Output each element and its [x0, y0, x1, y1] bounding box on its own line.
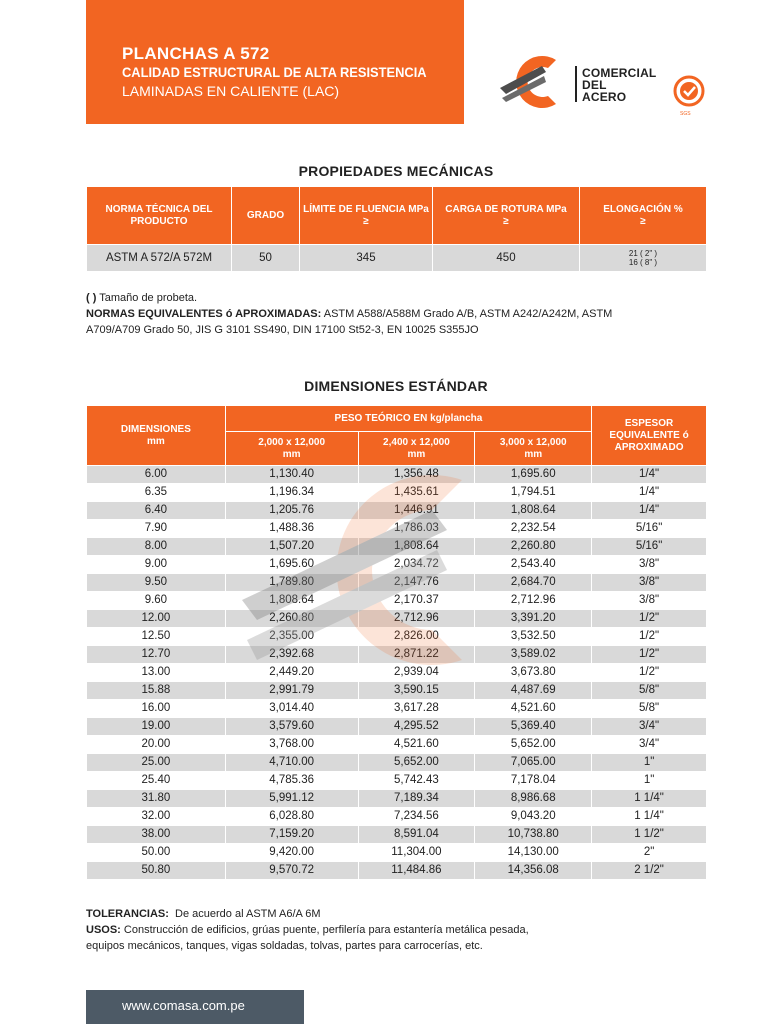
note-probeta: ( ) Tamaño de probeta. — [86, 292, 198, 304]
cell-peso-2400: 2,147.76 — [358, 574, 475, 592]
cell-peso-2000: 9,570.72 — [225, 862, 358, 880]
cell-espesor: 1/2" — [592, 646, 707, 664]
table-row — [87, 538, 707, 556]
cell-peso-3000: 3,673.80 — [475, 664, 592, 682]
table-row — [87, 808, 707, 826]
cell-peso-2000: 3,014.40 — [225, 700, 358, 718]
cell-peso-2400: 2,826.00 — [358, 628, 475, 646]
cell-peso-2400: 5,652.00 — [358, 754, 475, 772]
table-row — [87, 520, 707, 538]
page-subtitle: CALIDAD ESTRUCTURAL DE ALTA RESISTENCIA — [122, 64, 427, 80]
cell-peso-2000: 1,488.36 — [225, 520, 358, 538]
cell-peso-2400: 2,034.72 — [358, 556, 475, 574]
table-row — [87, 754, 707, 772]
note-equivalentes-2: A709/A709 Grado 50, JIS G 3101 SS490, DIN 17100 St52-3, EN 10025 S355JO — [86, 324, 479, 336]
table-row — [87, 736, 707, 754]
cell-dimension: 19.00 — [87, 718, 226, 736]
cell-peso-2000: 2,355.00 — [225, 628, 358, 646]
cell-elongacion: 21 ( 2" ) 16 ( 8" ) — [580, 245, 707, 272]
cell-carga: 450 — [433, 245, 580, 272]
cell-peso-3000: 7,178.04 — [475, 772, 592, 790]
cell-peso-3000: 2,260.80 — [475, 538, 592, 556]
cell-peso-2400: 7,234.56 — [358, 808, 475, 826]
cell-peso-3000: 1,794.51 — [475, 484, 592, 502]
cell-dimension: 6.00 — [87, 466, 226, 484]
cell-peso-2400: 1,446.91 — [358, 502, 475, 520]
cell-grado: 50 — [232, 245, 300, 272]
header-grado: GRADO — [232, 187, 300, 245]
cell-peso-2400: 1,808.64 — [358, 538, 475, 556]
cell-dimension: 25.00 — [87, 754, 226, 772]
cell-dimension: 32.00 — [87, 808, 226, 826]
cell-espesor: 1/4" — [592, 502, 707, 520]
cell-espesor: 5/8" — [592, 682, 707, 700]
footer-url[interactable] — [86, 990, 304, 1024]
header-size-3: 3,000 x 12,000 mm — [475, 432, 592, 466]
table-row — [87, 664, 707, 682]
cell-peso-2400: 4,295.52 — [358, 718, 475, 736]
header-size-2: 2,400 x 12,000 mm — [358, 432, 475, 466]
cell-peso-3000: 14,130.00 — [475, 844, 592, 862]
cell-peso-2400: 8,591.04 — [358, 826, 475, 844]
cell-dimension: 25.40 — [87, 772, 226, 790]
cell-dimension: 20.00 — [87, 736, 226, 754]
page-title: PLANCHAS A 572 — [122, 44, 270, 63]
cell-peso-2000: 1,507.20 — [225, 538, 358, 556]
cell-peso-2000: 4,710.00 — [225, 754, 358, 772]
cell-espesor: 1/4" — [592, 484, 707, 502]
header-espesor: ESPESOR EQUIVALENTE ó APROXIMADO — [592, 406, 707, 466]
header-norma: NORMA TÉCNICA DEL PRODUCTO — [87, 187, 232, 245]
company-name: COMERCIAL DEL ACERO — [582, 66, 657, 104]
cell-peso-3000: 1,695.60 — [475, 466, 592, 484]
cell-peso-2000: 6,028.80 — [225, 808, 358, 826]
cell-espesor: 5/8" — [592, 700, 707, 718]
cell-peso-3000: 8,986.68 — [475, 790, 592, 808]
header-peso: PESO TEÓRICO EN kg/plancha — [225, 406, 591, 432]
header-elongacion: ELONGACIÓN % ≥ — [580, 187, 707, 245]
header-dimensiones: DIMENSIONES mm — [87, 406, 226, 466]
cell-peso-3000: 2,232.54 — [475, 520, 592, 538]
cell-peso-3000: 4,487.69 — [475, 682, 592, 700]
cell-espesor: 3/8" — [592, 592, 707, 610]
table-row — [87, 484, 707, 502]
table-row — [87, 628, 707, 646]
cell-espesor: 1 1/4" — [592, 790, 707, 808]
cell-dimension: 13.00 — [87, 664, 226, 682]
cell-espesor: 1 1/2" — [592, 826, 707, 844]
cell-peso-2000: 2,392.68 — [225, 646, 358, 664]
cell-peso-3000: 2,712.96 — [475, 592, 592, 610]
cell-peso-2000: 2,991.79 — [225, 682, 358, 700]
cell-peso-2400: 1,356.48 — [358, 466, 475, 484]
cell-peso-2000: 1,130.40 — [225, 466, 358, 484]
cell-peso-3000: 2,684.70 — [475, 574, 592, 592]
cell-dimension: 6.40 — [87, 502, 226, 520]
cell-peso-2400: 2,939.04 — [358, 664, 475, 682]
cell-peso-3000: 4,521.60 — [475, 700, 592, 718]
cell-dimension: 31.80 — [87, 790, 226, 808]
cell-peso-3000: 3,532.50 — [475, 628, 592, 646]
cell-peso-2000: 4,785.36 — [225, 772, 358, 790]
cell-peso-3000: 3,589.02 — [475, 646, 592, 664]
cell-limite: 345 — [300, 245, 433, 272]
notes-equivalencias — [86, 290, 706, 338]
logo-divider — [575, 66, 577, 102]
cell-dimension: 6.35 — [87, 484, 226, 502]
cell-peso-3000: 3,391.20 — [475, 610, 592, 628]
cell-peso-2000: 5,991.12 — [225, 790, 358, 808]
dimensions-title: DIMENSIONES ESTÁNDAR — [304, 378, 488, 394]
table-row — [87, 466, 707, 484]
cell-espesor: 5/16" — [592, 538, 707, 556]
table-row — [87, 502, 707, 520]
cell-peso-3000: 9,043.20 — [475, 808, 592, 826]
cell-espesor: 1/2" — [592, 610, 707, 628]
cell-dimension: 16.00 — [87, 700, 226, 718]
table-header-row — [87, 406, 707, 432]
cell-espesor: 2 1/2" — [592, 862, 707, 880]
cell-peso-2000: 1,808.64 — [225, 592, 358, 610]
cell-peso-2400: 1,786.03 — [358, 520, 475, 538]
cell-peso-2000: 1,695.60 — [225, 556, 358, 574]
cell-peso-2400: 1,435.61 — [358, 484, 475, 502]
table-header-row — [87, 187, 707, 245]
cell-espesor: 1" — [592, 772, 707, 790]
cell-dimension: 12.00 — [87, 610, 226, 628]
cell-peso-3000: 7,065.00 — [475, 754, 592, 772]
note-usos: USOS: Construcción de edificios, grúas puente, perfilería para estantería metálica pesada, — [86, 924, 529, 936]
cell-peso-2400: 5,742.43 — [358, 772, 475, 790]
table-row — [87, 592, 707, 610]
table-row — [87, 862, 707, 880]
header-limite: LÍMITE DE FLUENCIA MPa ≥ — [300, 187, 433, 245]
cell-dimension: 9.50 — [87, 574, 226, 592]
table-row — [87, 610, 707, 628]
cell-peso-2000: 2,260.80 — [225, 610, 358, 628]
cell-peso-2400: 3,590.15 — [358, 682, 475, 700]
cell-dimension: 9.60 — [87, 592, 226, 610]
cell-espesor: 1/2" — [592, 664, 707, 682]
table-row — [87, 682, 707, 700]
cell-peso-2400: 7,189.34 — [358, 790, 475, 808]
table-row — [87, 790, 707, 808]
cell-peso-2000: 7,159.20 — [225, 826, 358, 844]
cell-dimension: 50.00 — [87, 844, 226, 862]
note-tolerancias: TOLERANCIAS: De acuerdo al ASTM A6/A 6M — [86, 908, 321, 920]
mechanical-properties-title: PROPIEDADES MECÁNICAS — [298, 163, 494, 179]
note-usos-2: equipos mecánicos, tanques, vigas soldadas, tolvas, partes para carrocerías, etc. — [86, 940, 483, 952]
cell-peso-3000: 14,356.08 — [475, 862, 592, 880]
table-row — [87, 718, 707, 736]
table-row — [87, 556, 707, 574]
cell-espesor: 1" — [592, 754, 707, 772]
cell-dimension: 12.50 — [87, 628, 226, 646]
cell-espesor: 5/16" — [592, 520, 707, 538]
table-row — [87, 844, 707, 862]
cell-dimension: 38.00 — [87, 826, 226, 844]
table-row — [87, 646, 707, 664]
certification-label: SGS — [680, 111, 691, 117]
table-row — [87, 574, 707, 592]
cell-espesor: 1/2" — [592, 628, 707, 646]
cell-peso-2400: 11,484.86 — [358, 862, 475, 880]
cell-dimension: 9.00 — [87, 556, 226, 574]
cell-peso-2000: 1,205.76 — [225, 502, 358, 520]
cell-peso-2400: 2,871.22 — [358, 646, 475, 664]
table-row — [87, 772, 707, 790]
cell-espesor: 3/4" — [592, 718, 707, 736]
cell-peso-3000: 5,652.00 — [475, 736, 592, 754]
cell-peso-2400: 3,617.28 — [358, 700, 475, 718]
cell-dimension: 50.80 — [87, 862, 226, 880]
cell-peso-2000: 2,449.20 — [225, 664, 358, 682]
cell-peso-2000: 3,768.00 — [225, 736, 358, 754]
dimensions-table — [86, 405, 707, 880]
note-equivalentes: NORMAS EQUIVALENTES ó APROXIMADAS: ASTM A588/A588M Grado A/B, ASTM A242/A242M, ASTM — [86, 308, 613, 320]
table-row — [87, 826, 707, 844]
cell-peso-2000: 9,420.00 — [225, 844, 358, 862]
cell-dimension: 12.70 — [87, 646, 226, 664]
table-row — [87, 700, 707, 718]
cell-peso-2400: 4,521.60 — [358, 736, 475, 754]
cell-peso-2000: 1,196.34 — [225, 484, 358, 502]
cell-peso-2400: 2,712.96 — [358, 610, 475, 628]
cell-espesor: 3/4" — [592, 736, 707, 754]
cell-peso-3000: 1,808.64 — [475, 502, 592, 520]
cell-espesor: 3/8" — [592, 556, 707, 574]
notes-usos — [86, 906, 726, 954]
cell-espesor: 1/4" — [592, 466, 707, 484]
cell-norma: ASTM A 572/A 572M — [87, 245, 232, 272]
header-band — [86, 0, 464, 124]
cell-espesor: 1 1/4" — [592, 808, 707, 826]
table-row — [87, 245, 707, 272]
cell-dimension: 8.00 — [87, 538, 226, 556]
cell-peso-3000: 10,738.80 — [475, 826, 592, 844]
cell-peso-2000: 3,579.60 — [225, 718, 358, 736]
website-link[interactable]: www.comasa.com.pe — [122, 998, 245, 1013]
cell-peso-2400: 11,304.00 — [358, 844, 475, 862]
cell-peso-2000: 1,789.80 — [225, 574, 358, 592]
page-subtitle-2: LAMINADAS EN CALIENTE (LAC) — [122, 83, 340, 99]
mechanical-properties-table — [86, 186, 707, 272]
cell-peso-3000: 5,369.40 — [475, 718, 592, 736]
cell-peso-2400: 2,170.37 — [358, 592, 475, 610]
header-size-1: 2,000 x 12,000 mm — [225, 432, 358, 466]
certification-seal-icon — [672, 74, 706, 108]
cell-dimension: 15.88 — [87, 682, 226, 700]
cell-espesor: 2" — [592, 844, 707, 862]
cell-peso-3000: 2,543.40 — [475, 556, 592, 574]
cell-espesor: 3/8" — [592, 574, 707, 592]
cell-dimension: 7.90 — [87, 520, 226, 538]
header-carga: CARGA DE ROTURA MPa ≥ — [433, 187, 580, 245]
